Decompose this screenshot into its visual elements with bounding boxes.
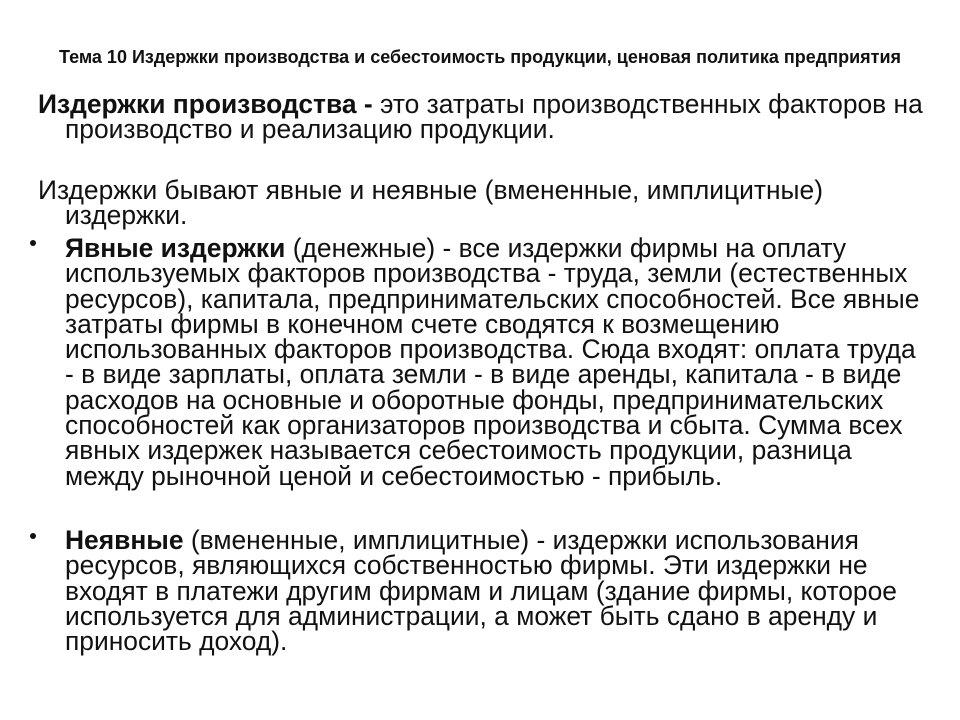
implicit-costs-line: ресурсов, являющихся собственностью фирмы. Эти издержки не: [65, 550, 868, 581]
implicit-costs-line: входят в платежи другим фирмам и лицам (здание фирмы, которое: [65, 575, 897, 606]
types-intro-paragraph: [38, 175, 823, 231]
explicit-costs-line: способностей как организаторов производства и сбыта. Сумма всех: [65, 410, 903, 441]
definition-text: это затраты производственных факторов на: [372, 89, 923, 119]
explicit-costs-line: между рыночной ценой и себестоимостью - прибыль.: [65, 460, 723, 491]
explicit-costs-line: затраты фирмы в конечном счете сводятся к возмещению: [65, 308, 780, 339]
explicit-costs-line: - в виде зарплаты, оплата земли - в виде аренды, капитала - в виде: [65, 359, 902, 390]
types-intro-line: издержки.: [65, 200, 188, 231]
bullet-explicit-costs: [65, 233, 920, 491]
slide-title: Тема 10 Издержки производства и себестоимость продукции, ценовая политика предприятия: [58, 47, 902, 67]
explicit-costs-line: расходов на основные и оборотные фонды, предпринимательских: [65, 384, 884, 415]
bullet-marker: [30, 240, 36, 246]
bullet-marker: [30, 533, 36, 539]
explicit-costs-term: Явные издержки: [65, 233, 286, 263]
implicit-costs-term: Неявные: [65, 525, 184, 555]
explicit-costs-line: ресурсов), капитала, предпринимательских способностей. Все явные: [65, 283, 920, 314]
definition-paragraph: [38, 89, 923, 145]
bullet-implicit-costs: [65, 525, 897, 657]
types-intro-line: Издержки бывают явные и неявные (вмененные, имплицитные): [38, 175, 823, 205]
explicit-costs-line: использованных факторов производства. Сюда входят: оплата труда: [65, 334, 916, 365]
explicit-costs-line: явных издержек называется себестоимость продукции, разница: [65, 435, 852, 466]
definition-term: Издержки производства -: [38, 89, 373, 119]
implicit-costs-line: используется для администрации, а может быть сдано в аренду и: [65, 600, 878, 631]
explicit-costs-text: (денежные) - все издержки фирмы на оплату: [285, 233, 847, 263]
implicit-costs-text: (вмененные, имплицитные) - издержки использования: [183, 525, 859, 555]
definition-line: производство и реализацию продукции.: [65, 114, 555, 145]
implicit-costs-line: приносить доход).: [65, 626, 288, 657]
explicit-costs-line: используемых факторов производства - труда, земли (естественных: [65, 258, 908, 289]
